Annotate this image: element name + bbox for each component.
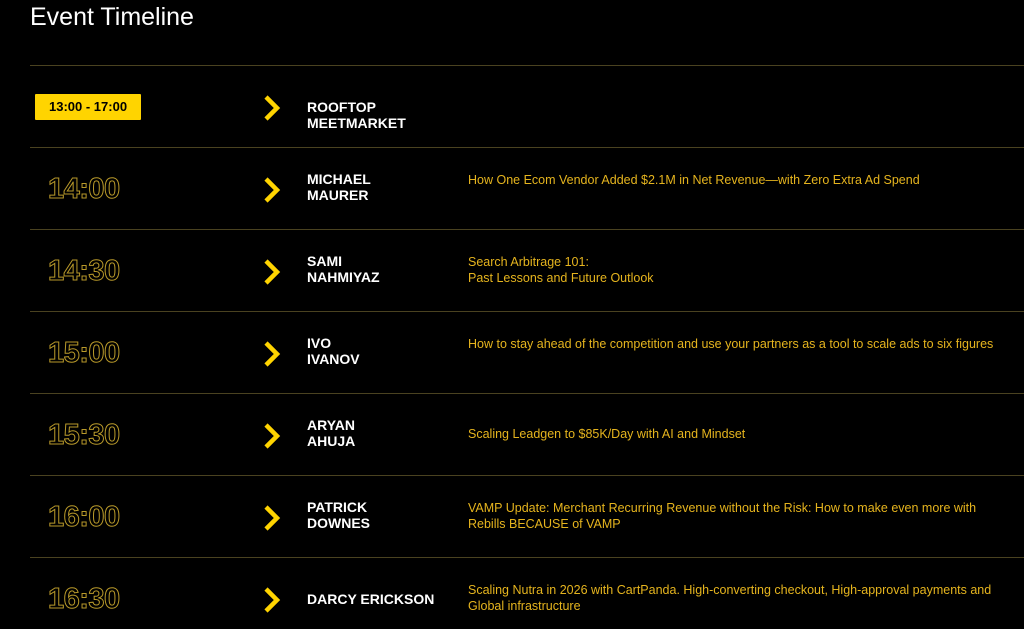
session-time: 16:30 bbox=[48, 583, 120, 615]
chevron-right-icon bbox=[261, 586, 283, 614]
event-title: ROOFTOP MEETMARKET bbox=[307, 99, 406, 131]
chevron-right-icon bbox=[261, 258, 283, 286]
talk-title: VAMP Update: Merchant Recurring Revenue without the Risk: How to make even more with Rebills BECAUSE of VAMP bbox=[468, 501, 977, 531]
talk-title: How One Ecom Vendor Added $2.1M in Net Revenue—with Zero Extra Ad Spend bbox=[468, 173, 920, 187]
talk-title: How to stay ahead of the competition and use your partners as a tool to scale ads to six figures bbox=[468, 337, 994, 351]
timeline-row[interactable] bbox=[30, 311, 1024, 394]
chevron-right-icon bbox=[261, 504, 283, 532]
chevron-right-icon bbox=[261, 176, 283, 204]
page-title: Event Timeline bbox=[30, 3, 194, 31]
talk-title: Scaling Nutra in 2026 with CartPanda. High-converting checkout, High-approval payments and Global infrastructure bbox=[468, 583, 992, 613]
session-time: 14:30 bbox=[48, 255, 120, 287]
session-time: 14:00 bbox=[48, 173, 120, 205]
chevron-right-icon bbox=[261, 340, 283, 368]
timeline-row[interactable] bbox=[30, 557, 1024, 629]
timeline-row[interactable] bbox=[30, 147, 1024, 230]
talk-title: Search Arbitrage 101: Past Lessons and Future Outlook bbox=[468, 255, 654, 285]
timeline-row[interactable] bbox=[30, 475, 1024, 558]
session-time: 16:00 bbox=[48, 501, 120, 533]
timeline-row-header[interactable] bbox=[30, 65, 1024, 148]
timeline-row[interactable] bbox=[30, 229, 1024, 312]
speaker-name: MICHAEL MAURER bbox=[307, 171, 371, 203]
event-timeline bbox=[30, 65, 1024, 629]
speaker-name: PATRICK DOWNES bbox=[307, 499, 370, 531]
speaker-name: IVO IVANOV bbox=[307, 335, 360, 367]
session-time: 15:00 bbox=[48, 337, 120, 369]
chevron-right-icon bbox=[261, 94, 283, 122]
speaker-name: SAMI NAHMIYAZ bbox=[307, 253, 380, 285]
session-time: 15:30 bbox=[48, 419, 120, 451]
timeline-row[interactable] bbox=[30, 393, 1024, 476]
talk-title: Scaling Leadgen to $85K/Day with AI and Mindset bbox=[468, 427, 746, 441]
speaker-name: DARCY ERICKSON bbox=[307, 591, 435, 607]
speaker-name: ARYAN AHUJA bbox=[307, 417, 356, 449]
time-range-badge: 13:00 - 17:00 bbox=[35, 94, 141, 120]
chevron-right-icon bbox=[261, 422, 283, 450]
